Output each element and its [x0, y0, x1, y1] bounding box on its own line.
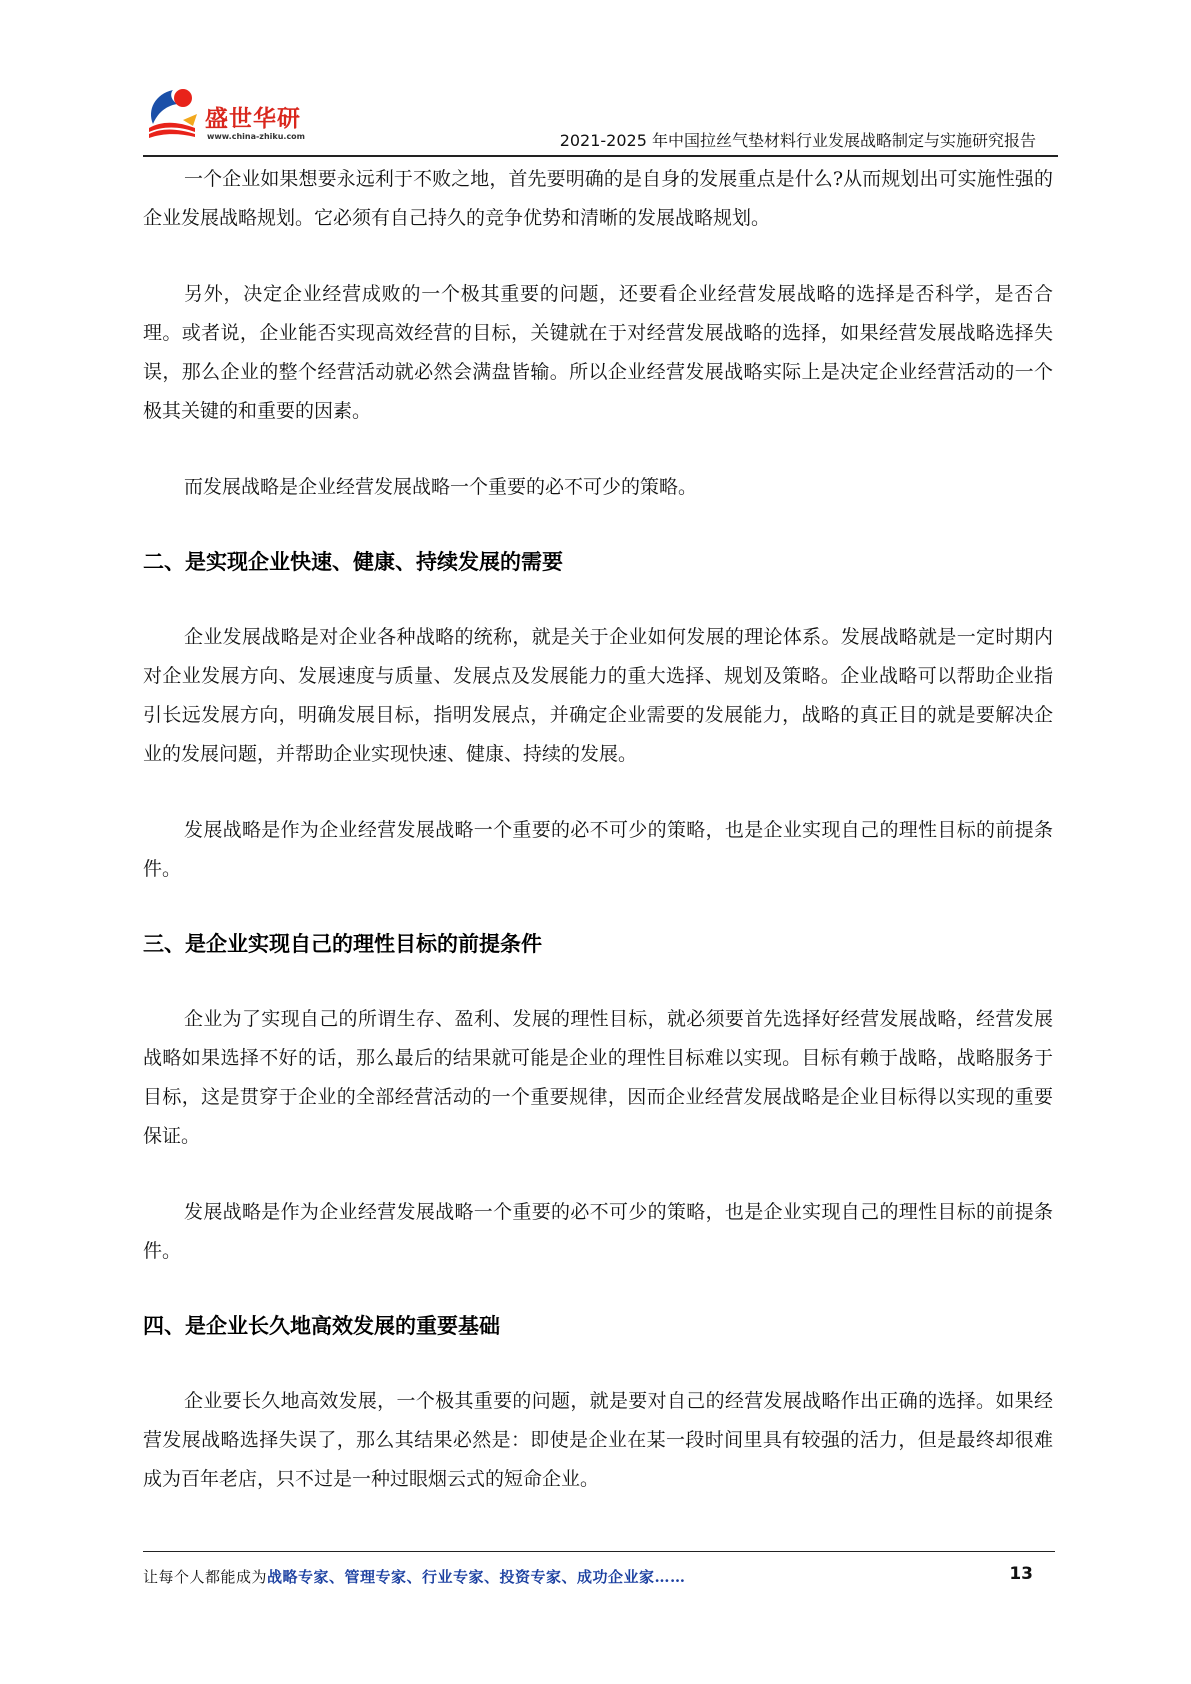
report-title: 2021-2025 年中国拉丝气垫材料行业发展战略制定与实施研究报告 [559, 131, 1036, 150]
paragraph-7: 发展战略是作为企业经营发展战略一个重要的必不可少的策略，也是企业实现自己的理性目标的前提条件。 [143, 1201, 1053, 1262]
paragraph-4: 企业发展战略是对企业各种战略的统称，就是关于企业如何发展的理论体系。发展战略就是一定时期内对企业发展方向、发展速度与质量、发展点及发展能力的重大选择、规划及策略。企业战略可以帮助企业指引长远发展方向，明确发展目标，指明发展点，并确定企业需要的发展能力，战略的真正目的就是要解决企业的发展问题，并帮助企业实现快速、健康、持续的发展。 [143, 626, 1053, 765]
slogan-prefix: 让每个人都能成为 [143, 1568, 268, 1586]
page-header [143, 80, 1058, 157]
slogan-highlight: 战略专家、管理专家、行业专家、投资专家、成功企业家…… [267, 1568, 686, 1586]
page-footer [143, 1566, 1055, 1596]
paragraph-8: 企业要长久地高效发展，一个极其重要的问题，就是要对自己的经营发展战略作出正确的选择。如果经营发展战略选择失误了，那么其结果必然是：即使是企业在某一段时间里具有较强的活力，但是最终却很难成为百年老店，只不过是一种过眼烟云式的短命企业。 [143, 1390, 1053, 1490]
page-number: 13 [1009, 1564, 1033, 1584]
paragraph-1: 一个企业如果想要永远利于不败之地，首先要明确的是自身的发展重点是什么?从而规划出可实施性强的企业发展战略规划。它必须有自己持久的竞争优势和清晰的发展战略规划。 [143, 168, 1053, 229]
logo-emblem-icon [143, 84, 207, 144]
logo-text: 盛世华研 [205, 106, 301, 132]
page-content [143, 160, 1053, 1499]
paragraph-5: 发展战略是作为企业经营发展战略一个重要的必不可少的策略，也是企业实现自己的理性目标的前提条件。 [143, 819, 1053, 880]
footer-divider [143, 1551, 1055, 1552]
section-heading-2: 二、是实现企业快速、健康、持续发展的需要 [143, 550, 563, 574]
header-divider [143, 155, 1058, 157]
paragraph-2: 另外，决定企业经营成败的一个极其重要的问题，还要看企业经营发展战略的选择是否科学，是否合理。或者说，企业能否实现高效经营的目标，关键就在于对经营发展战略的选择，如果经营发展战略选择失误，那么企业的整个经营活动就必然会满盘皆输。所以企业经营发展战略实际上是决定企业经营活动的一个极其关键的和重要的因素。 [143, 283, 1053, 422]
section-heading-3: 三、是企业实现自己的理性目标的前提条件 [143, 932, 542, 956]
section-heading-4: 四、是企业长久地高效发展的重要基础 [143, 1314, 500, 1338]
paragraph-6: 企业为了实现自己的所谓生存、盈利、发展的理性目标，就必须要首先选择好经营发展战略，经营发展战略如果选择不好的话，那么最后的结果就可能是企业的理性目标难以实现。目标有赖于战略，战略服务于目标，这是贯穿于企业的全部经营活动的一个重要规律，因而企业经营发展战略是企业目标得以实现的重要保证。 [143, 1008, 1053, 1147]
logo-url: www.china-zhiku.com [207, 132, 306, 141]
company-logo [143, 80, 313, 148]
footer-slogan [143, 1566, 686, 1587]
paragraph-3: 而发展战略是企业经营发展战略一个重要的必不可少的策略。 [184, 476, 698, 498]
